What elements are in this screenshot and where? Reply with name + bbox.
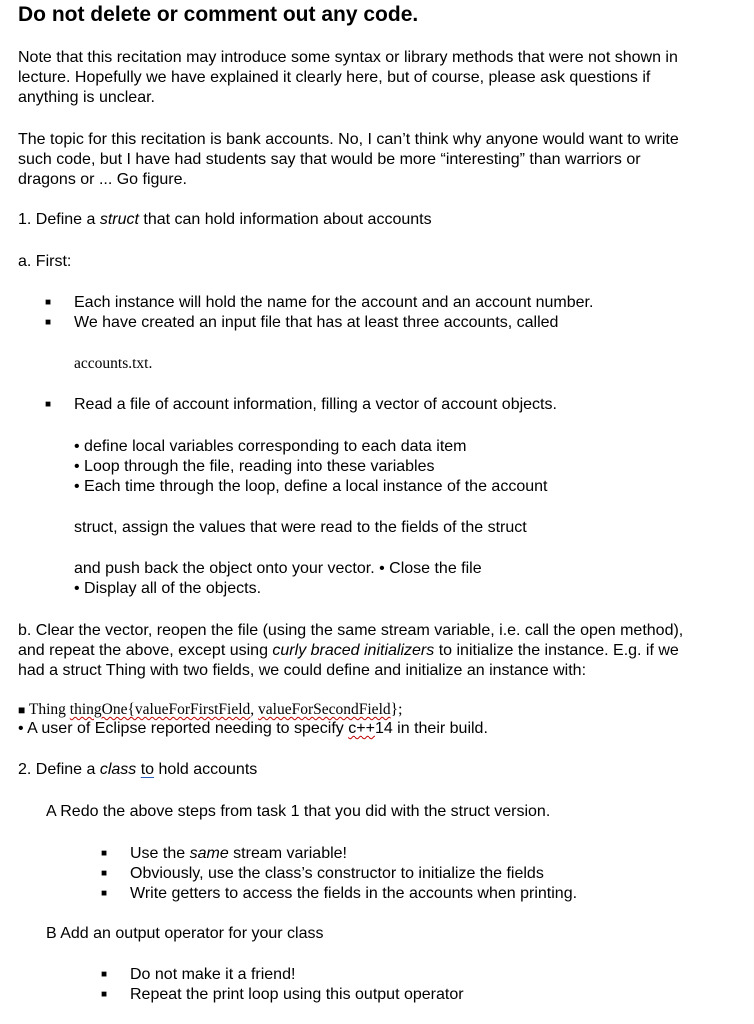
note-line-1: Note that this recitation may introduce some syntax or library methods that were not shown in [18, 49, 678, 66]
bullet-input-file: We have created an input file that has at least three accounts, called [74, 314, 559, 331]
bullet-square-icon: ■ [100, 848, 108, 859]
topic-line-2: such code, but I have had students say that would be more “interesting” than warriors or [18, 151, 641, 168]
task1-heading: 1. Define a struct that can hold information about accounts [18, 211, 432, 228]
page-title: Do not delete or comment out any code. [18, 3, 419, 26]
task1b-line-3: had a struct Thing with two fields, we could define and initialize an instance with: [18, 662, 587, 679]
filename: accounts.txt. [74, 355, 153, 372]
push-line: and push back the object onto your vector. • Close the file [74, 560, 482, 577]
bullet-square-icon: ■ [100, 989, 108, 1000]
code-example: ■ Thing thingOne{valueForFirstField, valueForSecondField}; [18, 701, 403, 718]
bullet-square-icon: ■ [44, 297, 52, 308]
task1a-heading: a. First: [18, 253, 72, 270]
topic-line-1: The topic for this recitation is bank accounts. No, I can’t think why anyone would want to write [18, 131, 679, 148]
bullet-square-icon: ■ [44, 317, 52, 328]
struct-line: struct, assign the values that were read to the fields of the struct [74, 519, 527, 536]
bullet-square-icon: ■ [100, 969, 108, 980]
bullet-square-icon: ■ [100, 888, 108, 899]
task2B-heading: B Add an output operator for your class [46, 925, 324, 942]
bullet-constructor: Obviously, use the class’s constructor to initialize the fields [130, 865, 544, 882]
bullet-same-stream: Use the same stream variable! [130, 845, 347, 862]
display-line: • Display all of the objects. [74, 580, 262, 597]
bullet-square-icon: ■ [100, 868, 108, 879]
task2-heading: 2. Define a class to hold accounts [18, 761, 258, 778]
bullet-no-friend: Do not make it a friend! [130, 966, 296, 983]
task2A-heading: A Redo the above steps from task 1 that you did with the struct version. [46, 803, 551, 820]
bullet-read-file: Read a file of account information, filling a vector of account objects. [74, 396, 557, 413]
step-define-vars: • define local variables corresponding to each data item [74, 438, 467, 455]
step-loop: • Loop through the file, reading into these variables [74, 458, 435, 475]
task1b-line-1: b. Clear the vector, reopen the file (using the same stream variable, i.e. call the open method), [18, 622, 684, 639]
note-line-2: lecture. Hopefully we have explained it clearly here, but of course, please ask questions if [18, 69, 651, 86]
bullet-print-loop: Repeat the print loop using this output operator [130, 986, 464, 1003]
bullet-square-icon: ■ [44, 399, 52, 410]
bullet-getters: Write getters to access the fields in the accounts when printing. [130, 885, 578, 902]
eclipse-note: • A user of Eclipse reported needing to specify c++14 in their build. [18, 720, 488, 737]
task1b-line-2: and repeat the above, except using curly braced initializers to initialize the instance. E.g. if we [18, 642, 679, 659]
topic-line-3: dragons or ... Go figure. [18, 171, 187, 188]
note-line-3: anything is unclear. [18, 89, 155, 106]
step-each-time: • Each time through the loop, define a local instance of the account [74, 478, 548, 495]
bullet-instance: Each instance will hold the name for the account and an account number. [74, 294, 594, 311]
